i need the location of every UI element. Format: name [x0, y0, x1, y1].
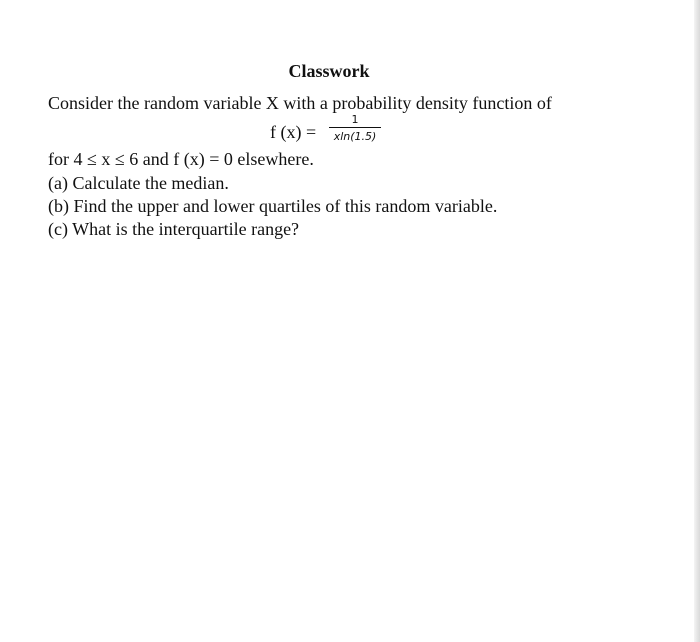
domain-condition: for 4 ≤ x ≤ 6 and f (x) = 0 elsewhere. [48, 149, 314, 169]
formula-denominator: xln(1.5) [333, 130, 377, 143]
formula-lhs: f (x) = [270, 122, 317, 142]
formula-numerator: 1 [351, 113, 359, 126]
fraction-bar [329, 127, 381, 128]
question-c: (c) What is the interquartile range? [48, 219, 300, 239]
question-a: (a) Calculate the median. [48, 173, 229, 193]
page-title: Classwork [288, 61, 370, 81]
formula-fraction [329, 114, 381, 143]
page-edge-shadow [694, 0, 700, 642]
question-b: (b) Find the upper and lower quartiles of this random variable. [48, 196, 498, 216]
problem-intro: Consider the random variable X with a probability density function of [48, 93, 552, 113]
